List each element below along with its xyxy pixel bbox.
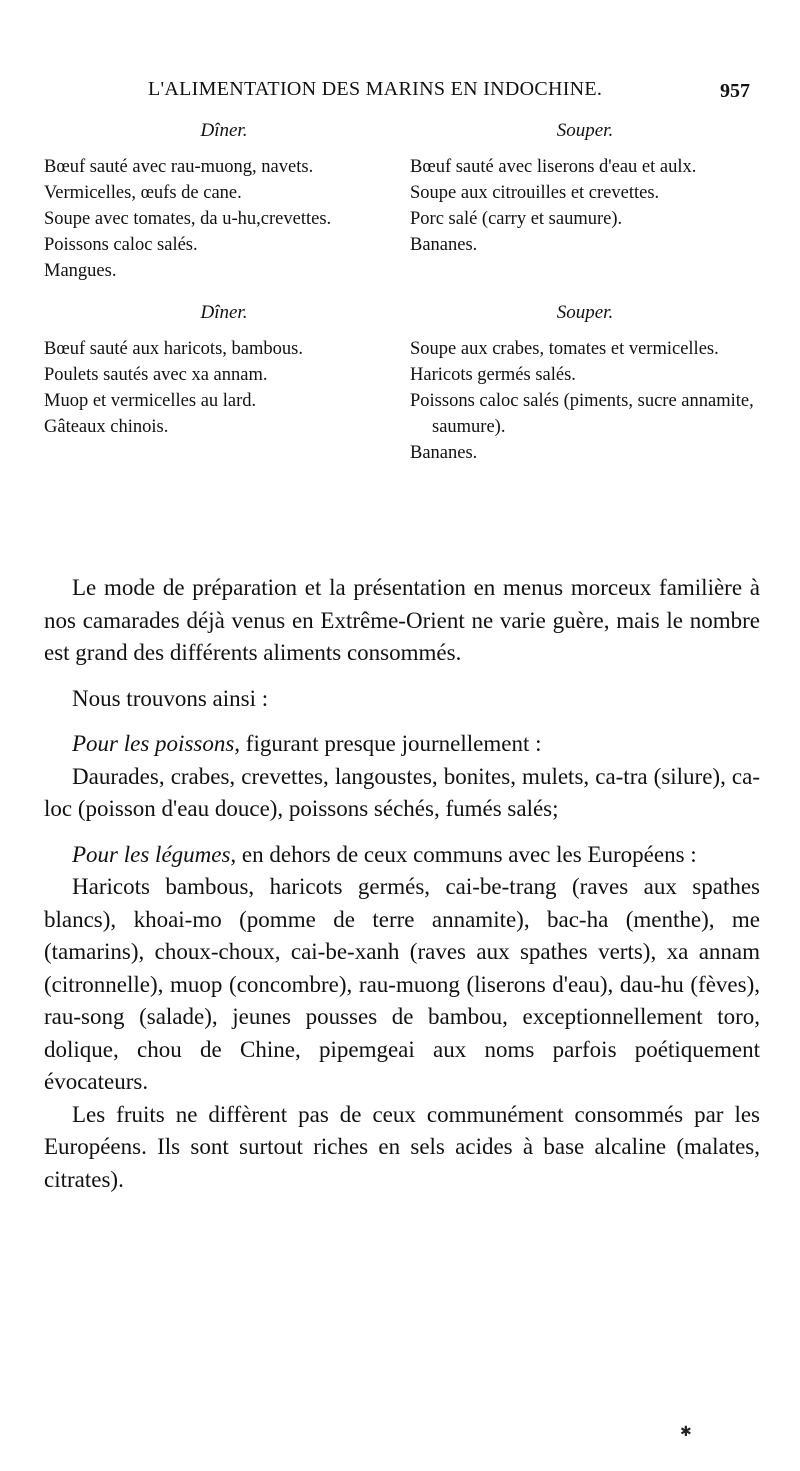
paragraph-lead: Pour les légumes, [72, 841, 237, 867]
menu-grid [44, 118, 760, 466]
menu-item: Vermicelles, œufs de cane. [44, 183, 242, 203]
menu-heading: Dîner. [200, 302, 248, 323]
menu-item: Haricots germés salés. [410, 365, 576, 385]
menu-item: Bananes. [410, 443, 478, 463]
paragraph-rest: en dehors de ceux communs avec les Européens : [236, 841, 697, 867]
ink-spot-icon: ✱ [680, 1425, 692, 1440]
menu-item: Soupe avec tomates, da u-hu,crevettes. [44, 209, 332, 229]
paragraph: Le mode de préparation et la présentation en menus morceux familière à nos camarades déjà venus en Extrême-Orient ne varie guère, mais le nombre est grand des différents aliments consommés. [44, 575, 760, 665]
menu-item: Poissons caloc salés. [44, 235, 198, 255]
menu-item: Bœuf sauté aux haricots, bambous. [44, 339, 303, 359]
paragraph: Nous trouvons ainsi : [72, 685, 269, 711]
menu-diner-1 [44, 118, 410, 284]
menu-item: Bœuf sauté avec liserons d'eau et aulx. [410, 157, 697, 177]
paragraph [44, 839, 760, 872]
body-text [44, 572, 760, 1196]
menu-item: Poulets sautés avec xa annam. [44, 365, 268, 385]
menu-souper-2 [410, 300, 760, 466]
menu-heading: Souper. [556, 302, 614, 323]
menu-item: Gâteaux chinois. [44, 417, 169, 437]
running-title: L'ALIMENTATION DES MARINS EN INDOCHINE. [148, 78, 603, 100]
paragraph: Daurades, crabes, crevettes, langoustes, bonites, mulets, ca-tra (silure), ca-loc (poisson d'eau douce), poissons séchés, fumés salés; [44, 763, 760, 821]
menu-souper-1 [410, 118, 760, 284]
paragraph: Haricots bambous, haricots germés, cai-be-trang (raves aux spathes blancs), khoai-mo (pomme de terre annamite), bac-ha (menthe), me (tamarins), choux-choux, cai-be-xanh (raves aux spathes verts), xa annam (citronnelle), muop (concombre), rau-muong (liserons d'eau), dau-hu (fèves), rau-song (salade), jeunes pousses de bambou, exceptionnellement toro, dolique, chou de Chine, pipemgeai aux noms parfois poétiquement évocateurs. [44, 874, 760, 1094]
menu-item: Poissons caloc salés (piments, sucre annamite, saumure). [410, 391, 754, 437]
menu-item: Soupe aux citrouilles et crevettes. [410, 183, 660, 203]
menu-item: Bananes. [410, 235, 478, 255]
paragraph [44, 728, 760, 761]
menu-item: Soupe aux crabes, tomates et vermicelles. [410, 339, 719, 359]
running-header [0, 70, 800, 110]
menu-heading: Dîner. [200, 120, 248, 141]
menu-item: Bœuf sauté avec rau-muong, navets. [44, 157, 314, 177]
paragraph-rest: figurant presque journellement : [240, 731, 542, 756]
menu-heading: Souper. [556, 120, 614, 141]
menu-diner-2 [44, 300, 410, 466]
menu-item: Porc salé (carry et saumure). [410, 209, 623, 229]
page-number: 957 [720, 80, 750, 102]
paragraph: Les fruits ne diffèrent pas de ceux communément consommés par les Européens. Ils sont surtout riches en sels acides à base alcaline (malates, citrates). [44, 1101, 760, 1192]
menu-item: Muop et vermicelles au lard. [44, 391, 257, 411]
menu-item: Mangues. [44, 261, 117, 281]
paragraph-lead: Pour les poissons, [72, 731, 241, 756]
